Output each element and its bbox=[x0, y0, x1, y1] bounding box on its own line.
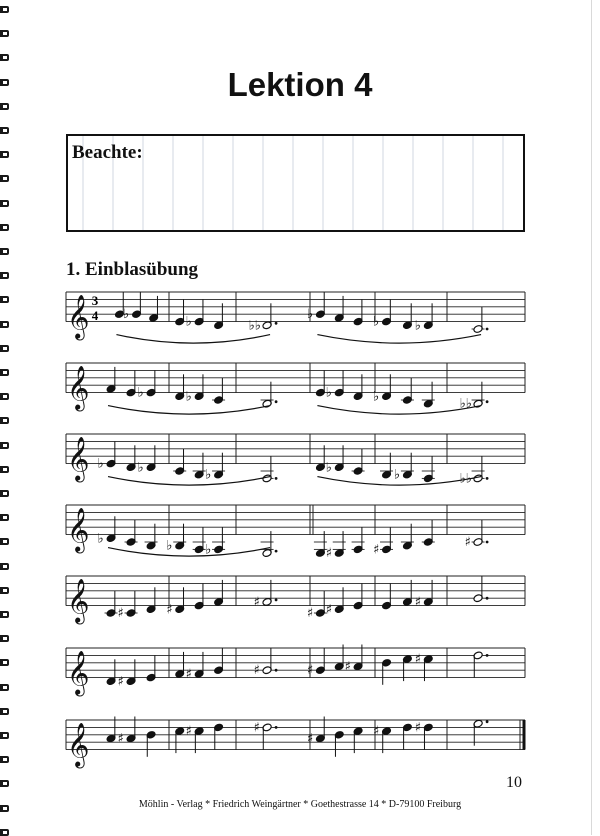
dot bbox=[275, 726, 278, 729]
flat-icon: ♭ bbox=[393, 467, 401, 483]
treble-clef-icon: 𝄞 bbox=[67, 722, 90, 767]
dot bbox=[275, 477, 278, 480]
slur bbox=[317, 335, 481, 344]
dot bbox=[275, 322, 278, 325]
slur bbox=[317, 406, 481, 415]
flat-icon: ♭ bbox=[123, 307, 130, 323]
double-flat-icon: ♭♭ bbox=[248, 318, 261, 334]
sharp-icon: ♯ bbox=[306, 731, 314, 747]
sharp-icon: ♯ bbox=[414, 594, 422, 610]
sharp-icon: ♯ bbox=[325, 602, 333, 618]
time-signature-denominator: 4 bbox=[91, 308, 99, 323]
slur bbox=[108, 406, 270, 415]
flat-icon: ♭ bbox=[97, 531, 104, 547]
flat-icon: ♭ bbox=[205, 467, 212, 483]
sharp-icon: ♯ bbox=[373, 724, 380, 740]
treble-clef-icon: 𝄞 bbox=[67, 294, 90, 339]
staff-system bbox=[66, 292, 525, 343]
staff-system bbox=[66, 645, 525, 697]
page-title: Lektion 4 bbox=[227, 66, 373, 103]
slur bbox=[108, 548, 270, 557]
sharp-icon: ♯ bbox=[117, 674, 124, 690]
final-barline bbox=[523, 720, 526, 750]
dot bbox=[486, 654, 489, 657]
sharp-icon: ♯ bbox=[253, 594, 260, 610]
sharp-icon: ♯ bbox=[117, 731, 124, 747]
sharp-icon: ♯ bbox=[373, 542, 380, 558]
dot bbox=[275, 550, 278, 553]
sharp-icon: ♯ bbox=[325, 546, 333, 562]
time-signature bbox=[92, 293, 99, 323]
sharp-icon: ♯ bbox=[253, 663, 260, 679]
flat-icon: ♭ bbox=[97, 456, 104, 472]
treble-clef-icon: 𝄞 bbox=[67, 365, 90, 410]
flat-icon: ♭ bbox=[185, 314, 192, 330]
dot bbox=[275, 400, 278, 403]
dot bbox=[486, 328, 489, 331]
dot bbox=[486, 597, 489, 600]
sharp-icon: ♯ bbox=[166, 602, 173, 618]
flat-icon: ♭ bbox=[137, 460, 144, 476]
dot bbox=[275, 669, 278, 672]
time-signature-numerator: 3 bbox=[91, 293, 99, 308]
staff-system bbox=[66, 363, 525, 414]
sharp-icon: ♯ bbox=[414, 720, 422, 736]
sharp-icon: ♯ bbox=[306, 606, 314, 621]
flat-icon: ♭ bbox=[306, 307, 314, 323]
page-number: 10 bbox=[506, 774, 522, 791]
double-flat-icon: ♭♭ bbox=[459, 471, 472, 487]
dot bbox=[275, 599, 278, 602]
section-title: 1. Einblasübung bbox=[66, 259, 199, 280]
staff-system bbox=[66, 717, 526, 769]
sharp-icon: ♯ bbox=[464, 535, 471, 550]
slur bbox=[108, 477, 270, 486]
staff-system bbox=[66, 505, 525, 561]
dot bbox=[486, 400, 489, 403]
flat-icon: ♭ bbox=[137, 385, 144, 401]
dot bbox=[486, 720, 489, 723]
sharp-icon: ♯ bbox=[414, 652, 422, 668]
treble-clef-icon: 𝄞 bbox=[67, 650, 90, 695]
flat-icon: ♭ bbox=[373, 314, 380, 330]
flat-icon: ♭ bbox=[325, 385, 332, 401]
flat-icon: ♭ bbox=[166, 538, 173, 554]
flat-icon: ♭ bbox=[185, 389, 192, 405]
treble-clef-icon: 𝄞 bbox=[67, 578, 90, 623]
sharp-icon: ♯ bbox=[344, 659, 351, 675]
staff-system bbox=[66, 576, 525, 625]
flat-icon: ♭ bbox=[325, 460, 332, 476]
treble-clef-icon: 𝄞 bbox=[67, 436, 90, 481]
sharp-icon: ♯ bbox=[306, 663, 314, 679]
notice-box-label: Beachte: bbox=[72, 142, 143, 163]
sharp-icon: ♯ bbox=[253, 720, 260, 736]
flat-icon: ♭ bbox=[373, 389, 380, 405]
sharp-icon: ♯ bbox=[185, 666, 192, 682]
sharp-icon: ♯ bbox=[185, 724, 192, 740]
double-flat-icon: ♭♭ bbox=[459, 396, 472, 412]
treble-clef-icon: 𝄞 bbox=[67, 507, 90, 552]
publisher-footer: Möhlin - Verlag * Friedrich Weingärtner * Goethestrasse 14 * D-79100 Freiburg bbox=[138, 799, 462, 810]
dot bbox=[486, 477, 489, 480]
flat-icon: ♭ bbox=[205, 542, 212, 558]
sharp-icon: ♯ bbox=[117, 606, 124, 621]
staff-system bbox=[66, 434, 525, 486]
slur bbox=[116, 335, 270, 344]
flat-icon: ♭ bbox=[414, 318, 421, 334]
dot bbox=[486, 541, 489, 544]
